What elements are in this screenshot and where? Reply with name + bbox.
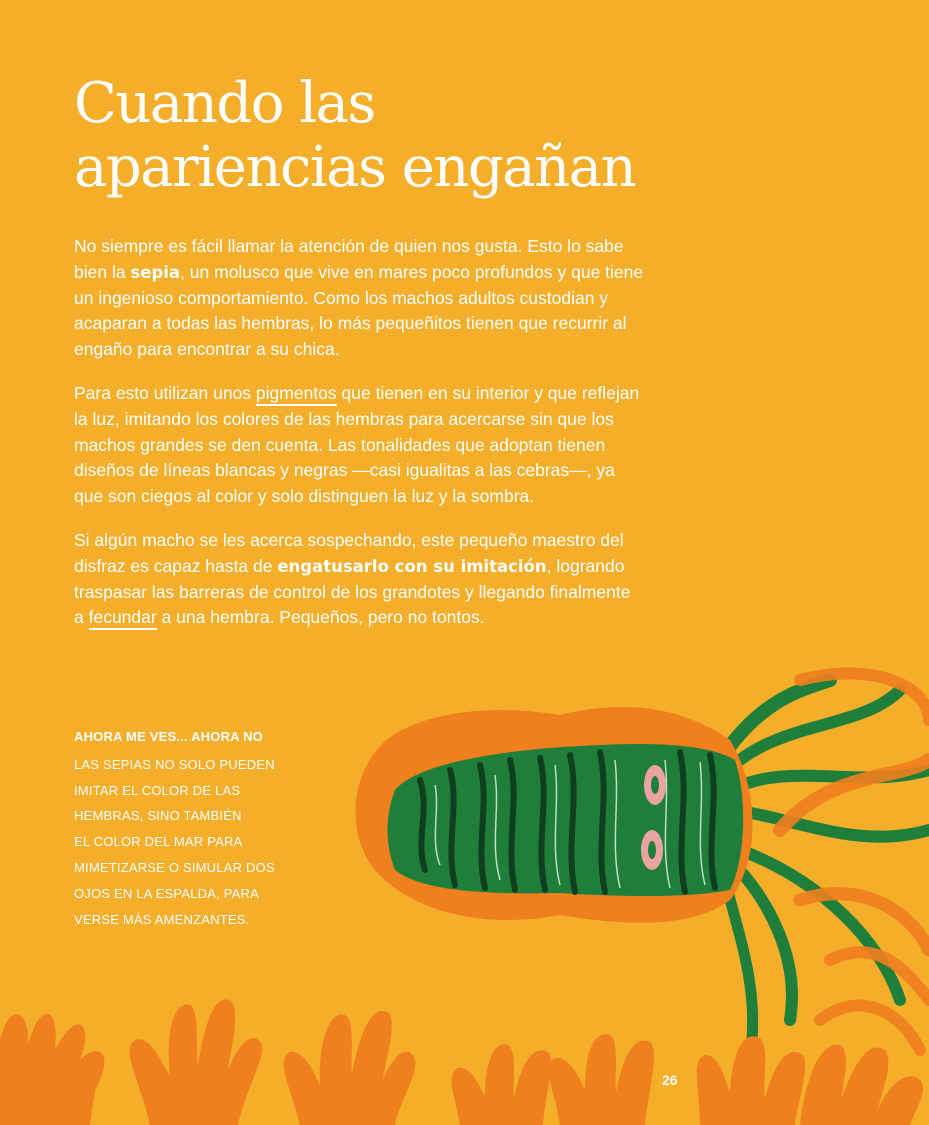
sidebar-line: HEMBRAS, SINO TAMBIÉN: [74, 808, 242, 824]
sidebar-line: LAS SEPIAS NO SOLO PUEDEN: [74, 756, 275, 772]
p3-text-3: a una hembra. Pequeños, pero no tontos.: [156, 607, 485, 628]
p2-text-1: Para esto utilizan unos: [74, 382, 256, 403]
tentacles-back: [720, 680, 929, 1060]
page-number: 26: [662, 1072, 678, 1088]
sidebar-title: AHORA ME VES... AHORA NO: [74, 729, 263, 744]
glossary-term-pigmentos[interactable]: pigmentos: [256, 383, 337, 406]
p3-text-1: Si algún macho se les acerca sospechando, este pequeño maestro del disfraz es capaz hasta de: [74, 529, 624, 576]
p3-text-2: , logrando traspasar las barreras de control de los grandotes y llegando finalmente a: [74, 555, 631, 628]
paragraph-3: [74, 528, 644, 631]
paragraph-2: [74, 381, 644, 510]
glossary-term-fecundar[interactable]: fecundar: [89, 607, 157, 630]
p1-text-2: , un molusco que vive en mares poco profundos y que tiene un ingenioso comportamiento. Como los machos adultos custodian y acaparan a todas las hembras, lo más pequeñitos tienen que recurrir al engaño para encontrar a su chica.: [74, 261, 644, 360]
sidebar-line: VERSE MÁS AMENZANTES.: [74, 911, 250, 927]
p2-text-2: que tienen en su interior y que reflejan la luz, imitando los colores de las hembras para acercarse sin que los machos grandes se den cuenta. Las tonalidades que adoptan tienen diseños de líneas blancas y negras —casi igualitas a las cebras—, ya que son ciegos al color y solo distinguen la luz y la sombra.: [74, 382, 640, 507]
p1-text-1: No siempre es fácil llamar la atención de quien nos gusta. Esto lo sabe bien la: [74, 236, 624, 282]
sidebar-line: OJOS EN LA ESPALDA, PARA: [74, 885, 259, 901]
p1-bold-sepia: sepia: [130, 262, 181, 282]
page-title: [74, 72, 635, 200]
sidebar-line: EL COLOR DEL MAR PARA: [74, 834, 243, 850]
title-line-1: Cuando las: [74, 71, 375, 136]
body-text: [74, 234, 644, 649]
sidebar-line: MIMETIZARSE O SIMULAR DOS: [74, 859, 275, 875]
title-line-2: apariencias engañan: [74, 135, 636, 200]
sidebar-line: IMITAR EL COLOR DE LAS: [74, 782, 241, 798]
sidebar-note: [74, 724, 314, 932]
sepia-body: [388, 744, 744, 896]
p3-bold-phrase: engatusarlo con su imitación: [277, 556, 547, 576]
paragraph-1: [74, 234, 644, 363]
